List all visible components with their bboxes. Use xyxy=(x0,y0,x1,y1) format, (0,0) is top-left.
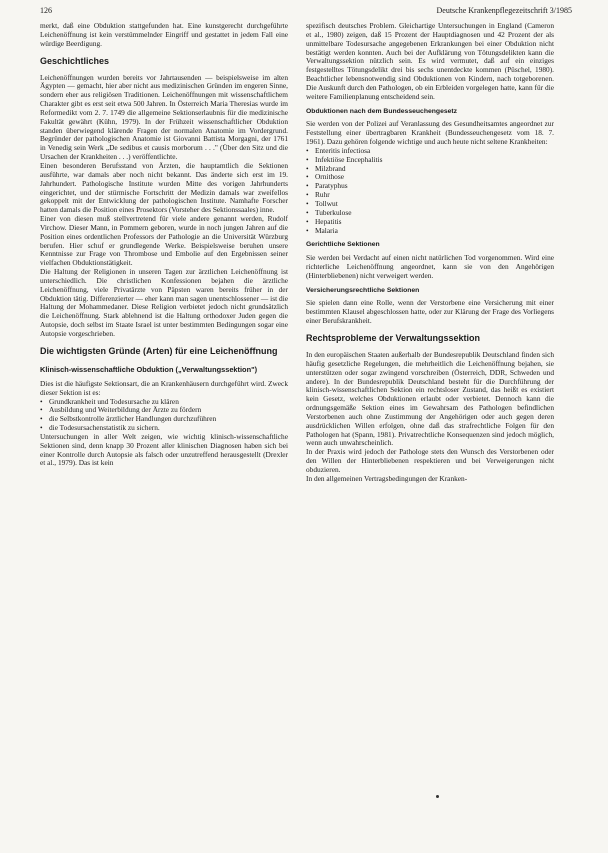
heading-klinisch-obduktion: Klinisch-wissenschaftliche Obduktion („Verwaltungssektion") xyxy=(40,364,258,374)
heading-versicherungsrechtliche-sektionen: Versicherungsrechtliche Sektionen xyxy=(306,286,420,294)
geschichte-paragraph-2: Einen besonderen Berufsstand von Ärzten, die hauptamtlich die Sektionen ausführte, war damals aber noch nicht bekannt. Das änderte sich erst im 19. Jahrhundert. Pathologische Institute wurden Mitte des vorigen Jahrhunderts eingerichtet, und der stürmische Fortschritt der Medizin damals war zweifellos gekoppelt mit der Entwicklung der pathologischen Institute. Namhafte Forscher hatten damals die Position eines Prosektors (Vorsteher des Sektionssaales) inne. xyxy=(40,160,288,215)
journal-title: Deutsche Krankenpflegezeitschrift 3/1985 xyxy=(436,6,572,15)
klinisch-paragraph-1: Dies ist die häufigste Sektionsart, die an Krankenhäusern durchgeführt wird. Zweck dieser Sektion ist es: xyxy=(40,378,288,397)
klinisch-paragraph-2: Untersuchungen in aller Welt zeigen, wie wichtig klinisch-wissenschaftliche Sektionen sind, denn knapp 30 Prozent aller klinischen Diagnosen haben sich bei einer Kontrolle durch Autopsie als falsch oder unzutreffend herausgestellt (Drexler et al., 1979). Das ist kein xyxy=(40,431,288,468)
list-item: • die Todesursachenstatistik zu sichern. xyxy=(40,424,288,433)
heading-gerichtliche-sektionen: Gerichtliche Sektionen xyxy=(306,241,380,249)
rechts-paragraph-1: In den europäischen Staaten außerhalb der Bundesrepublik Deutschland finden sich häufig gesetzliche Regelungen, die mehrheitlich die Leichenöffnung bejahen, sie unterstützen oder sogar zwingend vorschreiben (Österreich, DDR, Schweden und andere). In der Bundesrepublik Deutschland besteht für die Durchführung der klinisch-wissenschaftlichen Sektion ein rechtsloser Zustand, das heißt es existiert kein Gesetz, welches Obduktionen erlaubt oder verbietet. Dennoch kann die ordnungsgemäße Sektion eines im Gewahrsam des Pathologen befindlichen Verstorbenen auch ohne Zustimmung der Angehörigen oder auch gegen deren ausdrücklichen Willen erfolgen, ohne daß das strafrechtliche Folgen für den Pathologen hat (Spann, 1981). Privatrechtliche Konsequenzen sind jedoch möglich, wenn auch unwahrscheinlich. xyxy=(306,350,554,448)
right-column xyxy=(306,22,554,484)
continuation-paragraph: spezifisch deutsches Problem. Gleichartige Untersuchungen in England (Cameron et al., 1980) zeigen, daß 15 Prozent der Hauptdiagnosen und 42 Prozent der als unmittelbare Todesursache angegebenen Erkrankungen bei einer Obduktion nicht bestätigt werden konnten. Auch bei der Aufklärung von Tötungsdelikten kann die Verwaltungssektion nützlich sein. Es wird vermutet, daß auf ein einziges festgestelltes Tötungsdelikt drei bis sechs unentdeckte kommen (Püschel, 1980). Beachtlicher lebensnotwendig sind Obduktionen von Kindern, nach totgeborenen. Die Auskunft durch den Pathologen, ob ein Erbleiden vorgelegen hatte, kann für die weitere Familienplanung entscheidend sein. xyxy=(306,21,554,101)
heading-geschichtliches: Geschichtliches xyxy=(40,55,110,66)
page-number: 126 xyxy=(40,6,52,15)
gerichtlich-paragraph: Sie werden bei Verdacht auf einen nicht natürlichen Tod vorgenommen. Wird eine richterliche Leichenöffnung angeordnet, kann sie von den Angehörigen (Hinterbliebenen) nicht verweigert werden. xyxy=(306,253,554,280)
list-item: • Enteritis infectiosa xyxy=(306,147,554,156)
bundesseuchen-paragraph: Sie werden von der Polizei auf Veranlassung des Gesundheitsamtes angeordnet zur Feststellung einer übertragbaren Krankheit (Bundesseuchengesetz vom 18. 7. 1961). Dazu gehören folgende wichtige und auch heute nicht seltene Krankheiten: xyxy=(306,119,554,147)
geschichte-paragraph-1: Leichenöffnungen wurden bereits vor Jahrtausenden — beispielsweise im alten Ägypten — gemacht, hier aber nicht aus medizinischen Gründen im engeren Sinne, sondern eher aus religiösen Traditionen. Leichenöffnungen mit wissenschaftlichem Charakter gibt es erst seit etwa 500 Jahren. In Österreich Maria Theresias wurde im Reformedikt vom 2. 7. 1749 die allgemeine Sektionserlaubnis für die medizinische Fakultät gewährt (Kühn, 1979). In der Frühzeit wissenschaftlicher Obduktion standen überwiegend klärende Fragen der normalen Anatomie im Vordergrund. Begründer der pathologischen Anatomie ist Giovanni Battista Morgagni, der 1761 in Venedig sein Werk „De sedibus et causis morborum . . ." (Über den Sitz und die Ursachen der Krankheiten . . .) veröffentlichte. xyxy=(40,72,288,162)
heading-bundesseuchengesetz: Obduktionen nach dem Bundesseuchengesetz xyxy=(306,107,458,115)
krankheiten-list xyxy=(306,147,554,235)
list-item: • Grundkrankheit und Todesursache zu klären xyxy=(40,398,288,407)
left-column xyxy=(40,22,288,468)
geschichte-paragraph-4: Die Haltung der Religionen in unseren Tagen zur ärztlichen Leichenöffnung ist unterschiedlich. Die christlichen Konfessionen bejahen die ärztliche Leichenöffnung, viele Privatärzte von Päpsten waren bereits früher in der Obduktion tätig. Differenzierter — eher kann man sagen unentschlossener — ist die Haltung der Mohammedaner. Diese Religion verbietet jedoch nicht grundsätzlich die Leichenöffnung. Stark ablehnend ist die Haltung orthodoxer Juden gegen die Autopsie, doch selbst im Staate Israel ist unter bestimmten Bedingungen sogar eine Autopsie vorgeschrieben. xyxy=(40,267,288,338)
list-item: • die Selbstkontrolle ärztlicher Handlungen durchzuführen xyxy=(40,415,288,424)
list-item: • Paratyphus xyxy=(306,182,554,191)
versicherung-paragraph: Sie spielen dann eine Rolle, wenn der Verstorbene eine Versicherung mit einer bestimmten Klausel abgeschlossen hatte, oder zur Klärung der Frage des Vorliegens einer Berufskrankheit. xyxy=(306,298,554,326)
list-item: • Milzbrand xyxy=(306,165,554,174)
heading-wichtigste-gruende: Die wichtigsten Gründe (Arten) für eine Leichenöffnung xyxy=(40,345,278,356)
list-item: • Hepatitis xyxy=(306,218,554,227)
list-item: • Malaria xyxy=(306,227,554,236)
rechts-paragraph-3: In den allgemeinen Vertragsbedingungen der Kranken- xyxy=(306,473,468,483)
geschichte-paragraph-3: Einer von diesen muß stellvertretend für viele andere genannt werden, Rudolf Virchow. Dieser Mann, in Pommern geboren, wurde in noch jungen Jahren auf die Position eines ordentlichen Professors der Pathologie an die Universität Würzburg berufen. Hier schuf er grundlegende Werke. Beispielsweise beruhen unsere Kenntnisse zur Frage von Thrombose und Embolie auf den Ergebnissen seiner vielfachen Obduktionstätigkeit. xyxy=(40,214,288,268)
klinisch-zweck-list xyxy=(40,398,288,433)
rechts-paragraph-2: In der Praxis wird jedoch der Pathologe stets den Wunsch des Verstorbenen oder den Willen der Hinterbliebenen respektieren und bei Verweigerungen nicht obduzieren. xyxy=(306,447,554,474)
intro-paragraph: merkt, daß eine Obduktion stattgefunden hat. Eine kunstgerecht durchgeführte Leichenöffnung ist kein verstümmelnder Eingriff und gestattet in jedem Fall eine würdige Beerdigung. xyxy=(40,21,288,48)
list-item: • Infektiöse Encephalitis xyxy=(306,156,554,165)
print-dot xyxy=(436,795,439,798)
list-item: • Ausbildung und Weiterbildung der Ärzte zu fördern xyxy=(40,406,288,415)
list-item: • Tuberkulose xyxy=(306,209,554,218)
list-item: • Ruhr xyxy=(306,191,554,200)
list-item: • Ornithose xyxy=(306,173,554,182)
list-item: • Tollwut xyxy=(306,200,554,209)
heading-rechtsprobleme: Rechtsprobleme der Verwaltungssektion xyxy=(306,333,481,344)
